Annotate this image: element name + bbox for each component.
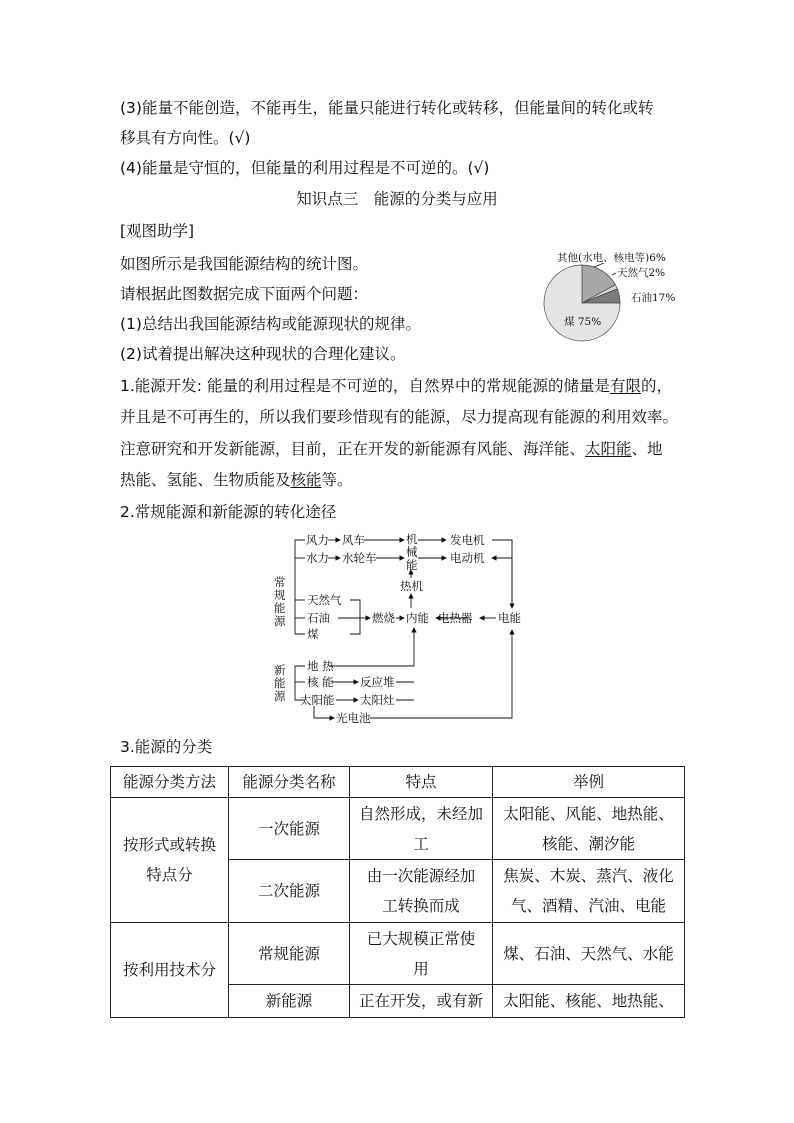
label-new-3: 源	[274, 689, 286, 703]
group-form-l2: 特点分	[146, 866, 193, 884]
label-heat-engine: 热机	[400, 579, 423, 593]
label-conv-1: 常	[274, 575, 286, 589]
paragraph-3-line-2: 移具有方向性。(√)	[120, 129, 251, 147]
section-1-line-3-b: 、地	[631, 440, 663, 458]
label-pv-cell: 光电池	[336, 711, 371, 725]
header-method: 能源分类方法	[111, 767, 229, 798]
cell-group-form	[111, 798, 229, 923]
pie-label-gas: 天然气2%	[617, 267, 666, 279]
secondary-example-l2: 气、酒精、汽油、电能	[510, 897, 666, 915]
question-intro: 请根据此图数据完成下面两个问题：	[120, 285, 369, 303]
label-conv-2: 规	[274, 588, 286, 602]
pie-label-other: 其他(水电、核电等)6%	[557, 252, 666, 264]
table-header-row	[111, 767, 685, 798]
cell-conventional-example: 煤、石油、天然气、水能	[493, 923, 685, 985]
label-solar: 太阳能	[300, 693, 335, 707]
secondary-feature-l1: 由一次能源经加	[366, 867, 476, 885]
paragraph-4: (4)能量是守恒的，但能量的利用过程是不可逆的。(√)	[120, 159, 490, 177]
table-row	[111, 798, 685, 860]
header-name: 能源分类名称	[229, 767, 350, 798]
label-mech-3: 能	[406, 558, 418, 572]
label-mech-2: 械	[406, 545, 418, 559]
section-1-line-4	[120, 470, 353, 490]
cell-new: 新能源	[229, 985, 350, 1018]
section-title: 知识点三 能源的分类与应用	[296, 190, 498, 208]
label-geo: 地 热	[307, 659, 334, 673]
label-windmill: 风车	[342, 533, 365, 547]
energy-structure-pie-chart	[540, 245, 690, 350]
cell-new-feature: 正在开发，或有新	[350, 985, 493, 1018]
cell-group-tech: 按利用技术分	[111, 923, 229, 1018]
cell-secondary-example	[493, 860, 685, 923]
underlined-solar: 太阳能	[585, 440, 632, 458]
label-motor: 电动机	[450, 551, 485, 565]
guide-tag: [观图助学]	[120, 222, 195, 240]
label-reactor: 反应堆	[360, 675, 395, 689]
label-conv-4: 源	[274, 614, 286, 628]
label-new-1: 新	[274, 663, 286, 677]
primary-example-l2: 核能、潮汐能	[541, 834, 635, 853]
label-water: 水力	[306, 551, 329, 565]
label-nuclear: 核 能	[307, 675, 334, 689]
label-new-2: 能	[274, 676, 286, 690]
label-gas: 天然气	[307, 593, 342, 607]
label-oil: 石油	[307, 611, 330, 625]
cell-primary: 一次能源	[229, 798, 350, 860]
section-1-line-1	[120, 376, 672, 396]
underlined-limited: 有限	[609, 377, 641, 395]
section-1-line-3-a: 注意研究和开发新能源，目前，正在开发的新能源有风能、海洋能、	[120, 440, 586, 458]
cell-new-example: 太阳能、核能、地热能、	[493, 985, 685, 1018]
energy-conversion-diagram	[270, 528, 530, 728]
energy-classification-table	[110, 766, 685, 1018]
section-3-title: 3.能源的分类	[120, 738, 213, 756]
cell-primary-feature	[350, 798, 493, 860]
pie-label-coal: 煤 75%	[564, 316, 602, 328]
label-mech-1: 机	[406, 532, 418, 546]
secondary-feature-l2: 工转换而成	[382, 897, 460, 915]
header-feature: 特点	[350, 767, 493, 798]
label-coal: 煤	[307, 627, 319, 641]
section-2-title: 2.常规能源和新能源的转化途径	[120, 503, 337, 521]
section-1-line-3	[120, 439, 663, 459]
label-solar-stove: 太阳灶	[360, 693, 395, 707]
cell-primary-example	[493, 798, 685, 860]
table-row	[111, 923, 685, 985]
primary-feature-l1: 自然形成，未经加	[358, 804, 483, 823]
question-2: (2)试着提出解决这种现状的合理化建议。	[120, 345, 406, 363]
cell-conventional-feature	[350, 923, 493, 985]
conventional-feature-l2: 用	[413, 959, 429, 978]
underlined-nuclear: 核能	[290, 471, 322, 489]
label-generator: 发电机	[450, 533, 485, 547]
label-wind: 风力	[306, 533, 329, 547]
label-internal: 内能	[406, 611, 429, 625]
label-conv-3: 能	[274, 601, 286, 615]
label-combustion: 燃烧	[372, 611, 395, 625]
paragraph-3-line-1: (3)能量不能创造，不能再生，能量只能进行转化或转移，但能量间的转化或转	[120, 99, 654, 117]
cell-secondary: 二次能源	[229, 860, 350, 923]
leader-line-gas	[612, 273, 616, 275]
cell-conventional: 常规能源	[229, 923, 350, 985]
section-1-line-1-b: 的，	[640, 377, 672, 395]
conventional-feature-l1: 已大规模正常使	[366, 929, 476, 948]
section-1-line-4-b: 等。	[321, 471, 353, 489]
figure-intro: 如图所示是我国能源结构的统计图。	[120, 255, 369, 273]
section-1-line-2: 并且是不可再生的，所以我们要珍惜现有的能源，尽力提高现有能源的利用效率。	[120, 408, 679, 426]
cell-secondary-feature	[350, 860, 493, 923]
pie-label-oil: 石油17%	[631, 292, 676, 304]
question-1: (1)总结出我国能源结构或能源现状的规律。	[120, 315, 421, 333]
primary-feature-l2: 工	[413, 834, 429, 853]
label-waterwheel: 水轮车	[342, 551, 377, 565]
label-electric: 电能	[498, 611, 521, 625]
primary-example-l1: 太阳能、风能、地热能、	[503, 804, 674, 823]
secondary-example-l1: 焦炭、木炭、蒸汽、液化	[503, 867, 674, 885]
header-example: 举例	[493, 767, 685, 798]
label-heater: 电热器	[438, 611, 473, 625]
section-1-line-1-a: 1.能源开发: 能量的利用过程是不可逆的，自然界中的常规能源的储量是	[120, 377, 610, 395]
section-1-line-4-a: 热能、氢能、生物质能及	[120, 471, 291, 489]
group-form-l1: 按形式或转换	[122, 836, 216, 854]
